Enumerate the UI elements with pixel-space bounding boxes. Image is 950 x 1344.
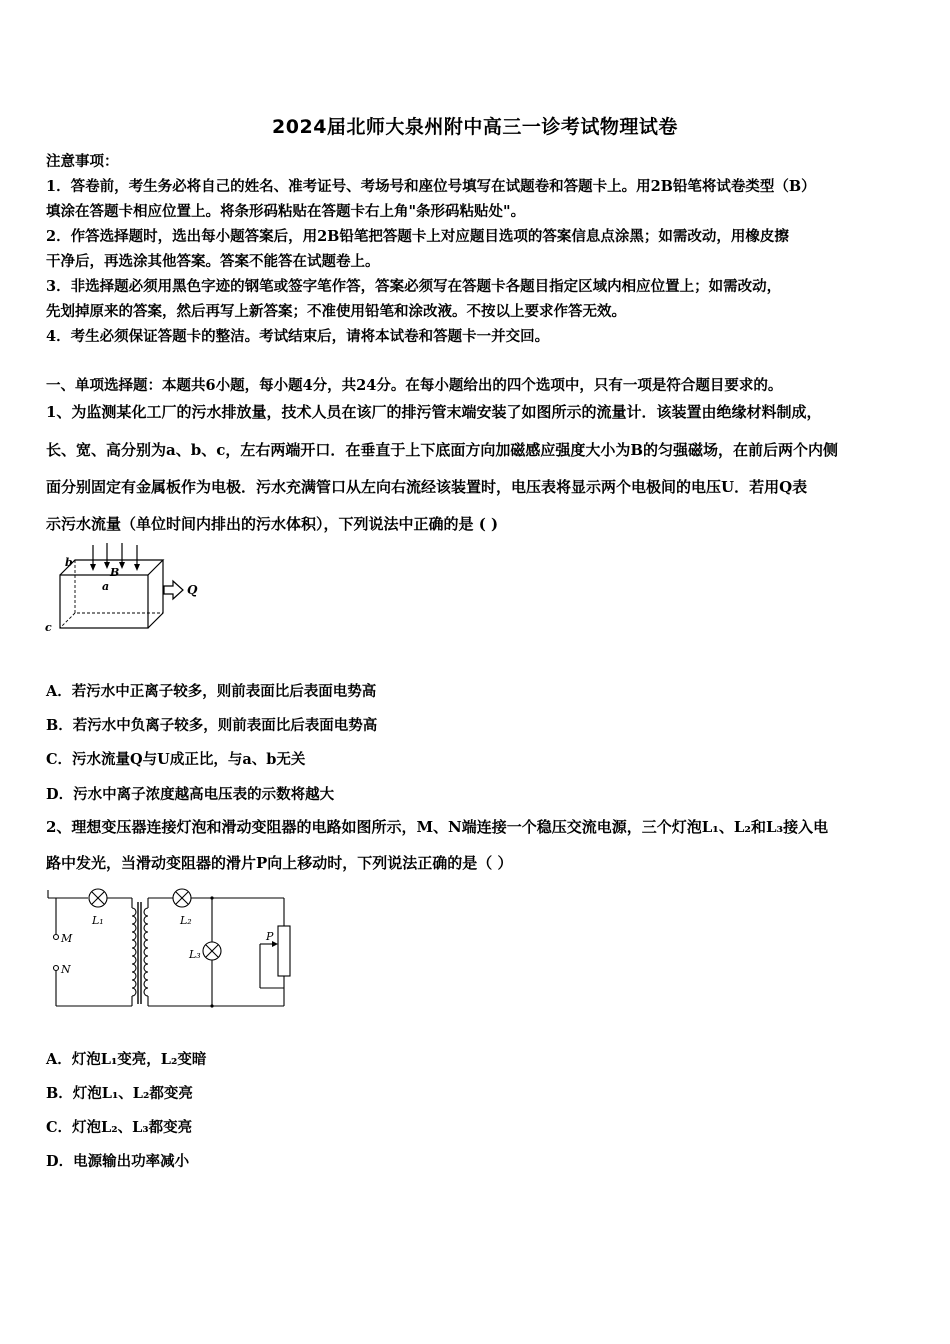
slider-P-label: P xyxy=(266,930,274,943)
q2-option-b[interactable]: B．灯泡L₁、L₂都变亮 xyxy=(46,1085,193,1102)
question-1-text: 1、为监测某化工厂的污水排放量，技术人员在该厂的排污管末端安装了如图所示的流量计．该装置由绝缘材料制成， xyxy=(46,403,822,421)
question-1-text: 示污水流量（单位时间内排出的污水体积），下列说法中正确的是 ( ) xyxy=(46,515,499,533)
q1-option-c[interactable]: C．污水流量Q与U成正比，与a、b无关 xyxy=(46,751,306,768)
lamp-L1-label: L₁ xyxy=(92,914,104,927)
question-2-text: 路中发光，当滑动变阻器的滑片P向上移动时，下列说法正确的是（ ） xyxy=(46,854,513,872)
notice-line: 3．非选择题必须用黑色字迹的钢笔或签字笔作答，答案必须写在答题卡各题目指定区域内相应位置上；如需改动， xyxy=(46,278,782,295)
q1-option-d[interactable]: D．污水中离子浓度越高电压表的示数将越大 xyxy=(46,786,335,803)
notice-line: 2．作答选择题时，选出每小题答案后，用2B铅笔把答题卡上对应题目选项的答案信息点涂黑；如需改动，用橡皮擦 xyxy=(46,228,789,245)
label-B: B xyxy=(110,566,120,579)
label-b: b xyxy=(65,556,73,569)
question-1-text: 面分别固定有金属板作为电极．污水充满管口从左向右流经该装置时，电压表将显示两个电极间的电压U．若用Q表 xyxy=(46,478,808,496)
notice-line: 1．答卷前，考生务必将自己的姓名、准考证号、考场号和座位号填写在试题卷和答题卡上。用2B铅笔将试卷类型（B） xyxy=(46,178,816,195)
lamp-L3-label: L₃ xyxy=(189,948,201,961)
terminal-M-label: M xyxy=(61,932,73,945)
page-title: 2024届北师大泉州附中高三一诊考试物理试卷 xyxy=(272,116,678,138)
notice-line: 干净后，再选涂其他答案。答案不能答在试题卷上。 xyxy=(46,253,380,270)
label-Q: Q xyxy=(187,583,198,597)
lamp-L2-label: L₂ xyxy=(180,914,192,927)
question-1-text: 长、宽、高分别为a、b、c，左右两端开口．在垂直于上下底面方向加磁感应强度大小为B的匀强磁场，在前后两个内侧 xyxy=(46,441,839,459)
notice-heading: 注意事项： xyxy=(46,153,119,170)
notice-line: 填涂在答题卡相应位置上。将条形码粘贴在答题卡右上角"条形码粘贴处"。 xyxy=(46,203,526,220)
q2-option-c[interactable]: C．灯泡L₂、L₃都变亮 xyxy=(46,1119,193,1136)
q2-option-a[interactable]: A．灯泡L₁变亮，L₂变暗 xyxy=(46,1051,207,1068)
label-a: a xyxy=(102,580,110,593)
q2-option-d[interactable]: D．电源输出功率减小 xyxy=(46,1153,190,1170)
q1-option-a[interactable]: A．若污水中正离子较多，则前表面比后表面电势高 xyxy=(46,683,377,700)
terminal-N-label: N xyxy=(61,963,71,976)
q1-option-b[interactable]: B．若污水中负离子较多，则前表面比后表面电势高 xyxy=(46,717,378,734)
transformer-circuit-figure xyxy=(42,886,302,1016)
question-2-text: 2、理想变压器连接灯泡和滑动变阻器的电路如图所示，M、N端连接一个稳压交流电源，三个灯泡L₁、L₂和L₃接入电 xyxy=(46,818,829,836)
notice-line: 先划掉原来的答案，然后再写上新答案；不准使用铅笔和涂改液。不按以上要求作答无效。 xyxy=(46,303,626,320)
flowmeter-figure xyxy=(40,538,200,648)
section-heading: 一、单项选择题：本题共6小题，每小题4分，共24分。在每小题给出的四个选项中，只有一项是符合题目要求的。 xyxy=(46,377,783,394)
label-c: c xyxy=(45,621,52,634)
notice-line: 4．考生必须保证答题卡的整洁。考试结束后，请将本试卷和答题卡一并交回。 xyxy=(46,328,550,345)
